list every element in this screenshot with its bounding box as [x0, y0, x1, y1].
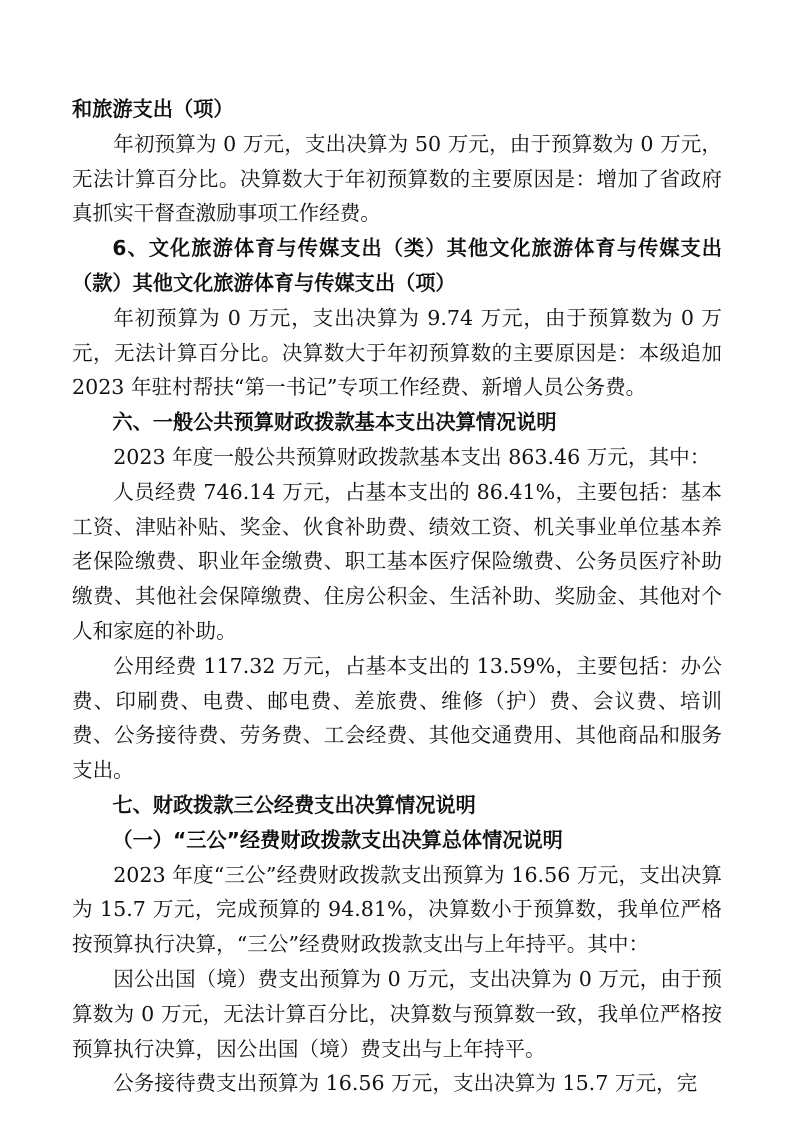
- subsection-heading-one-overall: （一）“三公”经费财政拨款支出决算总体情况说明: [112, 827, 563, 852]
- heading-item-6-other-culture: 6、文化旅游体育与传媒支出（类）其他文化旅游体育与传媒支出（款）其他文化旅游体育与传媒支出（项）: [72, 236, 722, 295]
- paragraph-three-public-overall: 2023 年度“三公”经费财政拨款支出预算为 16.56 万元，支出决算为 15.7 万元，完成预算的 94.81%，决算数小于预算数，我单位严格按预算执行决算，“三公”经费财政拨款支出与上年持平。其中：: [72, 862, 722, 957]
- paragraph-other-culture-detail: 年初预算为 0 万元，支出决算为 9.74 万元，由于预算数为 0 万元，无法计算百分比。决算数大于年初预算数的主要原因是：本级追加 2023 年驻村帮扶“第一书记”专项工作经费、新增人员公务费。: [72, 305, 722, 400]
- paragraph-public-expenses: 公用经费 117.32 万元，占基本支出的 13.59%，主要包括：办公费、印刷费、电费、邮电费、差旅费、维修（护）费、会议费、培训费、公务接待费、劳务费、工会经费、其他交通费用、其他商品和服务支出。: [72, 653, 722, 783]
- document-page: [72, 92, 722, 1101]
- paragraph-culture-tourism-detail: 年初预算为 0 万元，支出决算为 50 万元，由于预算数为 0 万元，无法计算百分比。决算数大于年初预算数的主要原因是：增加了省政府真抓实干督查激励事项工作经费。: [72, 131, 722, 226]
- paragraph-official-reception: 公务接待费支出预算为 16.56 万元，支出决算为 15.7 万元，完: [113, 1071, 698, 1096]
- paragraph-personnel-expenses: 人员经费 746.14 万元，占基本支出的 86.41%，主要包括：基本工资、津贴补贴、奖金、伙食补助费、绩效工资、机关事业单位基本养老保险缴费、职业年金缴费、职工基本医疗保险缴费、公务员医疗补助缴费、其他社会保障缴费、住房公积金、生活补助、奖励金、其他对个人和家庭的补助。: [72, 479, 722, 643]
- section-heading-seven-three-public: 七、财政拨款三公经费支出决算情况说明: [112, 792, 476, 817]
- paragraph-overseas-travel: 因公出国（境）费支出预算为 0 万元，支出决算为 0 万元，由于预算数为 0 万元，无法计算百分比，决算数与预算数一致，我单位严格按预算执行决算，因公出国（境）费支出与上年持平。: [72, 966, 722, 1061]
- paragraph-basic-expenditure-total: 2023 年度一般公共预算财政拨款基本支出 863.46 万元，其中：: [113, 444, 711, 469]
- heading-item-culture-tourism: 和旅游支出（项）: [72, 97, 234, 121]
- section-heading-six-basic-expenditure: 六、一般公共预算财政拨款基本支出决算情况说明: [112, 410, 557, 435]
